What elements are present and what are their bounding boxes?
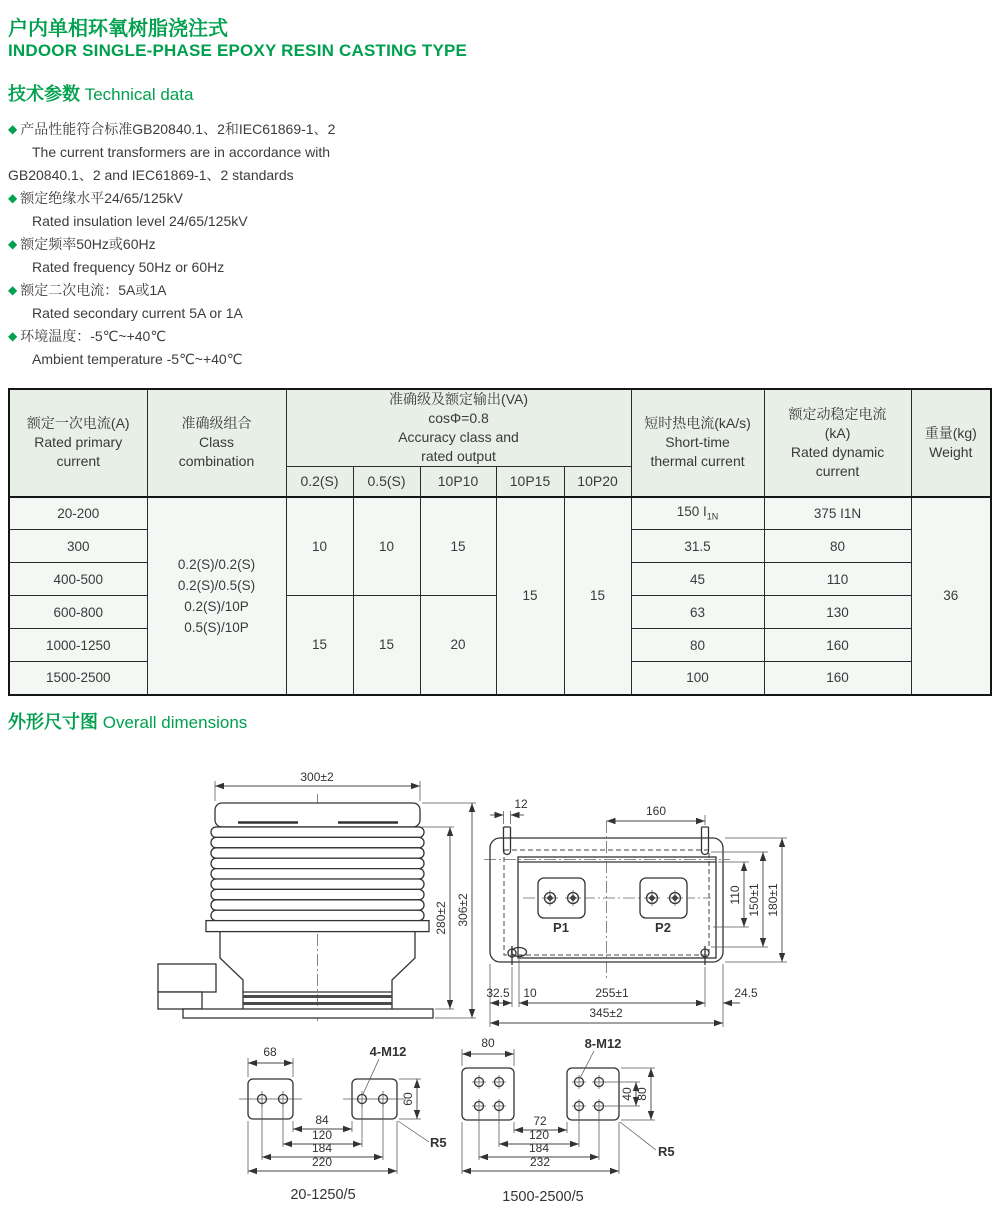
col-header-class-combination (147, 389, 286, 497)
dim-label-24-5: 24.5 (734, 986, 758, 1000)
combo-line: 0.2(S)/0.2(S) (177, 556, 256, 572)
feature-line (8, 279, 568, 302)
cell-thermal (631, 497, 764, 530)
header-line: current (56, 453, 101, 470)
cell-acc-10p10: 20 (420, 596, 496, 695)
bullet-diamond-icon: ◆ (8, 283, 18, 297)
feature-list (8, 118, 568, 371)
header-line: rated output (421, 448, 496, 464)
cell-dynamic: 160 (764, 629, 911, 662)
section-heading-zh: 外形尺寸图 (8, 712, 98, 732)
section-heading-zh: 技术参数 (8, 84, 80, 104)
side-view-drawing (150, 768, 490, 1023)
radius-label: R5 (430, 1135, 447, 1150)
dim-label-84: 84 (315, 1113, 329, 1127)
col-header-accuracy-group (286, 389, 631, 467)
cell-acc-10p20: 15 (564, 497, 631, 695)
feature-text: 额定频率50Hz或60Hz (20, 236, 156, 252)
cell-class-combination (147, 497, 286, 695)
radius-label: R5 (658, 1144, 675, 1159)
cell-thermal: 100 (631, 662, 764, 695)
sub-col-10p20: 10P20 (564, 467, 631, 497)
dim-label-width: 300±2 (300, 770, 334, 784)
feature-line (8, 118, 568, 141)
cell-dynamic: 375 I1N (764, 497, 911, 530)
page-title-zh: 户内单相环氧树脂浇注式 (8, 18, 228, 40)
col-header-dynamic-current (764, 389, 911, 497)
dim-label-180: 180±1 (766, 883, 780, 917)
combo-line: 0.2(S)/10P (184, 598, 249, 614)
feature-text: 额定绝缘水平24/65/125kV (20, 190, 183, 206)
dim-label-60: 60 (401, 1092, 415, 1106)
header-line: Class (198, 434, 234, 451)
sub-col-10p10: 10P10 (420, 467, 496, 497)
terminal-drawing-small (233, 1043, 453, 1208)
dim-label-232: 232 (529, 1155, 551, 1169)
drawing-caption: 20-1250/5 (290, 1187, 356, 1203)
feature-line (8, 325, 568, 348)
bullet-diamond-icon: ◆ (8, 122, 18, 136)
feature-text: 产品性能符合标准GB20840.1、2和IEC61869-1、2 (20, 121, 336, 137)
header-line: 额定一次电流(A) (26, 415, 130, 432)
dim-label-150: 150±1 (747, 883, 761, 917)
feature-text: GB20840.1、2 and IEC61869-1、2 standards (8, 167, 294, 183)
dim-label-32-5: 32.5 (486, 986, 510, 1000)
feature-line (8, 302, 568, 325)
dim-label-40: 40 (620, 1087, 634, 1101)
header-line: cosΦ=0.8 (428, 410, 489, 426)
terminal-drawing-large (448, 1038, 688, 1213)
header-line: 重量(kg) (924, 424, 977, 441)
header-line: Rated primary (34, 434, 123, 451)
feature-line (8, 348, 568, 371)
feature-text: Rated insulation level 24/65/125kV (32, 213, 248, 229)
dim-label-184: 184 (528, 1141, 550, 1155)
cell-primary-current: 600-800 (9, 596, 147, 629)
header-line: 准确级及额定输出(VA) (389, 391, 528, 407)
cell-weight: 36 (911, 497, 991, 695)
bullet-diamond-icon: ◆ (8, 237, 18, 251)
cell-primary-current: 1000-1250 (9, 629, 147, 662)
cell-thermal: 80 (631, 629, 764, 662)
dim-label-slot: 12 (514, 797, 528, 811)
feature-text: 额定二次电流：5A或1A (20, 282, 167, 298)
drawing-caption: 1500-2500/5 (502, 1189, 584, 1205)
header-line: Weight (929, 443, 973, 460)
cell-primary-current: 20-200 (9, 497, 147, 530)
feature-text: 环境温度：-5℃~+40℃ (20, 328, 167, 344)
header-line: 准确级组合 (181, 415, 252, 432)
technical-data-table (8, 388, 992, 696)
feature-text: The current transformers are in accordance with (32, 144, 331, 160)
combo-line: 0.2(S)/0.5(S) (177, 577, 256, 593)
cell-primary-current: 400-500 (9, 563, 147, 596)
feature-line (8, 256, 568, 279)
feature-text: Ambient temperature -5℃~+40℃ (32, 351, 243, 367)
section-heading-en: Technical data (80, 85, 194, 104)
feature-line (8, 233, 568, 256)
table-row (9, 497, 991, 530)
page-title-en: INDOOR SINGLE-PHASE EPOXY RESIN CASTING TYPE (8, 41, 468, 60)
terminal-label-p2: P2 (655, 920, 671, 935)
section-heading-en: Overall dimensions (98, 713, 248, 732)
header-line: (kA) (824, 424, 851, 441)
cell-thermal: 63 (631, 596, 764, 629)
dim-label-184: 184 (311, 1141, 333, 1155)
section-heading-overall-dimensions (8, 708, 247, 734)
header-line: 短时热电流(kA/s) (644, 415, 751, 432)
dim-label-80-height: 80 (635, 1087, 649, 1101)
dim-label-height-outer: 306±2 (456, 893, 470, 927)
sub-col-02s: 0.2(S) (286, 467, 353, 497)
bullet-diamond-icon: ◆ (8, 191, 18, 205)
cell-thermal: 31.5 (631, 530, 764, 563)
col-header-thermal-current (631, 389, 764, 497)
dim-label-255: 255±1 (595, 986, 629, 1000)
dim-label-110: 110 (728, 885, 742, 905)
cell-dynamic: 80 (764, 530, 911, 563)
feature-text: Rated frequency 50Hz or 60Hz (32, 259, 225, 275)
cell-primary-current: 1500-2500 (9, 662, 147, 695)
terminal-pad-p1 (538, 878, 585, 918)
feature-line (8, 164, 568, 187)
dim-label-120: 120 (528, 1128, 550, 1142)
cell-primary-current: 300 (9, 530, 147, 563)
dim-label-72: 72 (533, 1114, 547, 1128)
combo-line: 0.5(S)/10P (184, 619, 249, 635)
cell-dynamic: 110 (764, 563, 911, 596)
dim-label-68: 68 (263, 1045, 277, 1059)
header-line: Short-time (665, 434, 730, 451)
feature-line (8, 141, 568, 164)
sub-col-05s: 0.5(S) (353, 467, 420, 497)
cell-acc-02s: 10 (286, 497, 353, 596)
cell-acc-10p15: 15 (496, 497, 564, 695)
header-line: Accuracy class and (398, 429, 519, 445)
dim-label-160: 160 (645, 804, 667, 818)
terminal-label-p1: P1 (553, 920, 569, 935)
thermal-subscript: 1N (706, 512, 719, 523)
header-line: combination (178, 453, 255, 470)
bullet-diamond-icon: ◆ (8, 329, 18, 343)
bolt-spec-label: 8-M12 (584, 1038, 622, 1051)
cell-thermal: 45 (631, 563, 764, 596)
cell-acc-05s: 10 (353, 497, 420, 596)
cell-dynamic: 130 (764, 596, 911, 629)
dim-label-80: 80 (481, 1038, 495, 1050)
dim-label-10: 10 (523, 986, 537, 1000)
col-header-weight (911, 389, 991, 497)
section-heading-technical-data (8, 80, 193, 106)
bolt-spec-label: 4-M12 (369, 1044, 407, 1059)
header-line: current (815, 462, 860, 479)
header-line: thermal current (650, 453, 745, 470)
sub-col-10p15: 10P15 (496, 467, 564, 497)
dim-label-120: 120 (311, 1128, 333, 1142)
dim-label-220: 220 (311, 1155, 333, 1169)
cell-acc-05s: 15 (353, 596, 420, 695)
header-line: Rated dynamic (790, 443, 885, 460)
terminal-pad-p2 (640, 878, 687, 918)
col-header-primary-current (9, 389, 147, 497)
cell-acc-02s: 15 (286, 596, 353, 695)
feature-text: Rated secondary current 5A or 1A (32, 305, 243, 321)
cell-dynamic: 160 (764, 662, 911, 695)
dim-label-height-inner: 280±2 (434, 901, 448, 935)
dim-label-345: 345±2 (589, 1006, 623, 1020)
cell-acc-10p10: 15 (420, 497, 496, 596)
thermal-base: 150 I (676, 504, 707, 520)
feature-line (8, 210, 568, 233)
feature-line (8, 187, 568, 210)
top-view-drawing (468, 793, 803, 1038)
header-line: 额定动稳定电流 (788, 405, 887, 422)
